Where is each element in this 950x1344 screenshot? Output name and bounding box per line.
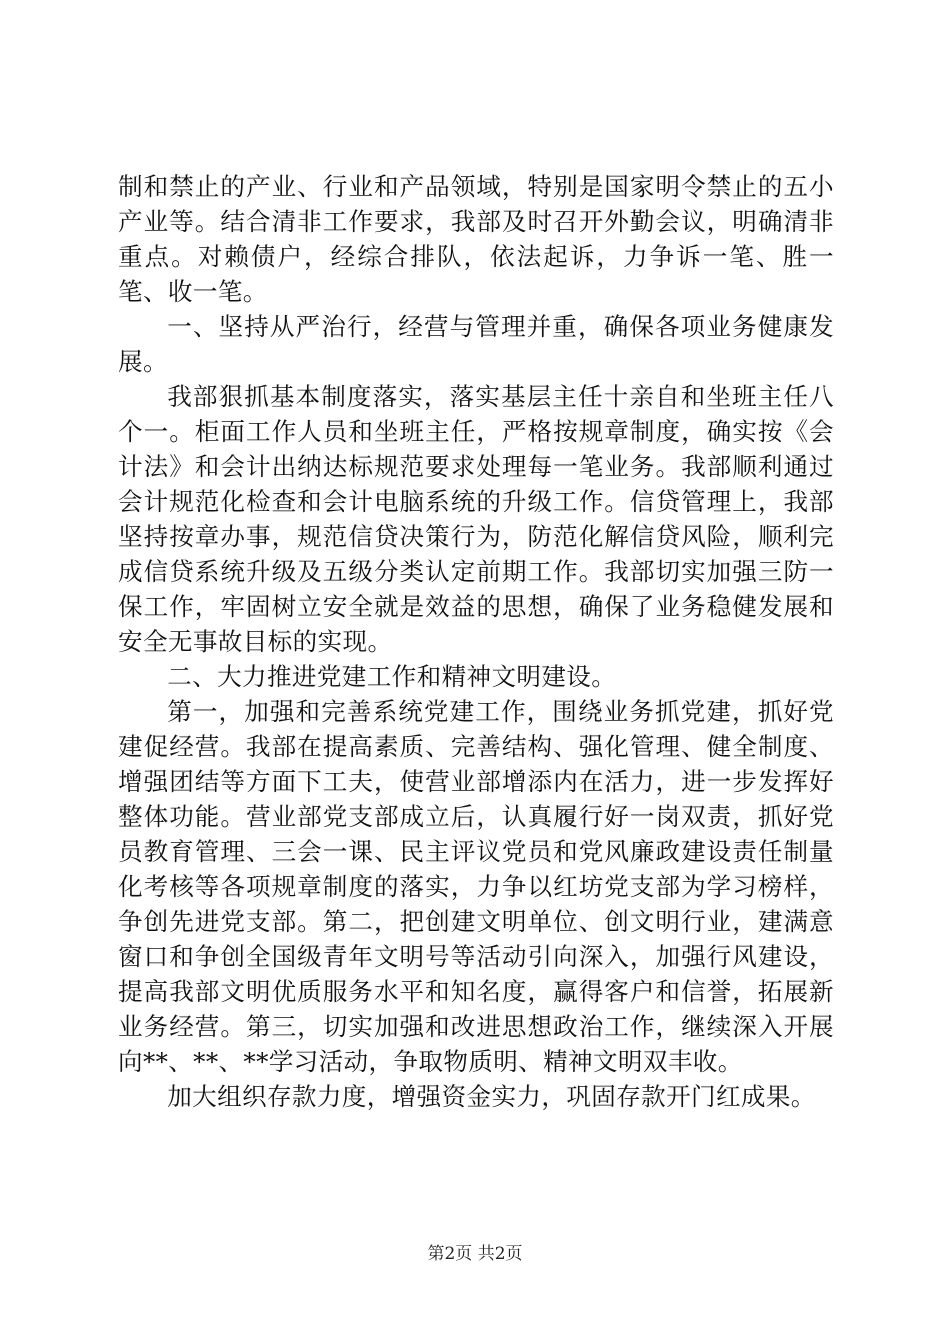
paragraph-management: 我部狠抓基本制度落实，落实基层主任十亲自和坐班主任八个一。柜面工作人员和坐班主任，严格按规章制度，确实按《会计法》和会计出纳达标规范要求处理每一笔业务。我部顺利通过会计规范化检查和会计电脑系统的升级工作。信贷管理上，我部坚持按章办事，规范信贷决策行为，防范化解信贷风险，顺利完成信贷系统升级及五级分类认定前期工作。我部切实加强三防一保工作，牢固树立安全就是效益的思想，确保了业务稳健发展和安全无事故目标的实现。	[118, 382, 834, 656]
page-number-footer: 第2页 共2页	[427, 1244, 523, 1264]
paragraph-party-building: 第一，加强和完善系统党建工作，围绕业务抓党建，抓好党建促经营。我部在提高素质、完善结构、强化管理、健全制度、增强团结等方面下工夫，使营业部增添内在活力，进一步发挥好整体功能。营业部党支部成立后，认真履行好一岗双责，抓好党员教育管理、三会一课、民主评议党员和党风廉政建设责任制量化考核等各项规章制度的落实，力争以红坊党支部为学习榜样，争创先进党支部。第二，把创建文明单位、创文明行业，建满意窗口和争创全国级青年文明号等活动引向深入，加强行风建设，提高我部文明优质服务水平和知名度，赢得客户和信誉，拓展新业务经营。第三，切实加强和改进思想政治工作，继续深入开展向**、**、**学习活动，争取物质明、精神文明双丰收。	[118, 697, 834, 1076]
section-heading-1: 一、坚持从严治行，经营与管理并重，确保各项业务健康发展。	[118, 312, 834, 376]
document-body	[118, 169, 834, 1114]
paragraph-continuation: 制和禁止的产业、行业和产品领域，特别是国家明令禁止的五小产业等。结合清非工作要求，我部及时召开外勤会议，明确清非重点。对赖债户，经综合排队，依法起诉，力争诉一笔、胜一笔、收一笔。	[118, 172, 834, 306]
paragraph-deposits: 加大组织存款力度，增强资金实力，巩固存款开门红成果。	[167, 1082, 816, 1111]
section-heading-2: 二、大力推进党建工作和精神文明建设。	[167, 662, 617, 691]
